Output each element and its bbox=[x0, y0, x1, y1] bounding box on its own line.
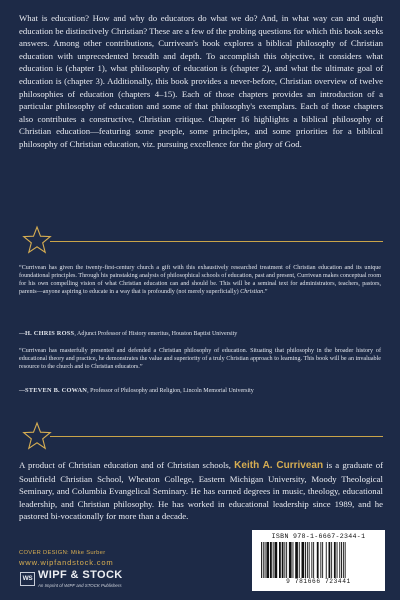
isbn-barcode-box bbox=[252, 530, 385, 591]
barcode-icon bbox=[259, 542, 378, 578]
isbn-label: ISBN 978-1-6667-2344-1 bbox=[271, 533, 366, 540]
endorsement-quote bbox=[19, 265, 381, 297]
endorsement-quote-text: “Currivean has given the twenty-first-century church a gift with this exhaustively researched treatment of Christian education and its unique foundational principles. Through his painstaking analysis of philosophical schools of education, past and present, Currivean makes conceptual room for his own compelling vision of what Christian education can and should be. This will be a seminal text for administrators, teachers, pastors, parents—anyone aspiring to educate in a way that is profoundly (not merely superficially) bbox=[19, 265, 381, 295]
endorsement-attribution bbox=[19, 330, 381, 338]
divider-line bbox=[50, 436, 383, 437]
endorser-title: , Professor of Philosophy and Religion, Lincoln Memorial University bbox=[87, 388, 254, 394]
publisher-url: www.wipfandstock.com bbox=[19, 558, 114, 567]
author-bio-text: is a graduate of Southfield Christian School, Wheaton College, Eastern Michigan University, Moody Theological Seminary, and Columbia Evangelical Seminary. He has earned degrees in music, theology, educational leadership, and Christian philosophy. He has worked in educational leadership since 1989, and he pastored bi-vocationally for more than a decade. bbox=[19, 460, 383, 522]
publisher-name: WIPF & STOCK bbox=[38, 569, 123, 581]
author-bio-prefix: A product of Christian education and of Christian schools, bbox=[19, 460, 235, 470]
cover-design-credit: COVER DESIGN: Mike Surber bbox=[19, 550, 106, 556]
author-bio bbox=[19, 459, 383, 523]
attribution-dash: — bbox=[19, 388, 25, 394]
star-icon bbox=[22, 225, 52, 255]
star-icon bbox=[22, 421, 52, 451]
publisher-tagline: An Imprint of WIPF and STOCK Publishers bbox=[38, 583, 122, 588]
divider-line bbox=[50, 241, 383, 242]
publisher-logo-icon: WS bbox=[20, 572, 35, 586]
endorsement-attribution bbox=[19, 387, 381, 395]
book-description: What is education? How and why do educators do what we do? And, in what way can and ought education be distinctively Christian? These are a few of the probing questions for which this book seeks answers. Among other contributions, Currivean's book explores a biblical philosophy of Christian education with unprecedented breadth and depth. To accomplish this objective, it considers what education is (chapter 1), what philosophy of education is (chapter 2), and what the ultimate goal of education is (chapter 3). Additionally, this book provides a never-before, Christian overview of twelve philosophies of education (chapters 4–15). Each of those chapters provides an introduction of a particular philosophy of education and some of that philosophy's exemplars. Each of those chapters also contributes a constructive, Christian critique. Chapter 16 highlights a biblical philosophy of Christian education—featuring some people, some principles, and some priorities for a biblical philosophy of Christian education, viz. pursuing excellence for the glory of God. bbox=[19, 13, 383, 149]
endorsement-quote: “Currivean has masterfully presented and defended a Christian philosophy of education. Situating that philosophy in the broader history of educational theory and practice, he demonstrates the value and superiority of a truly Christian approach to learning. This book will be an invaluable resource to the church and to Christian educators.” bbox=[19, 348, 381, 370]
author-name: Keith A. Currivean bbox=[234, 460, 324, 471]
barcode-digits: 9 781666 723441 bbox=[286, 578, 351, 585]
endorser-name: H. CHRIS ROSS bbox=[25, 330, 75, 337]
endorsement-quote-end: .” bbox=[263, 288, 268, 295]
endorsement-quote-emphasis: Christian bbox=[240, 288, 264, 295]
attribution-dash: — bbox=[19, 331, 25, 337]
endorser-title: , Adjunct Professor of History emeritus, Houston Baptist University bbox=[74, 331, 238, 337]
endorser-name: STEVEN B. COWAN bbox=[25, 387, 88, 394]
